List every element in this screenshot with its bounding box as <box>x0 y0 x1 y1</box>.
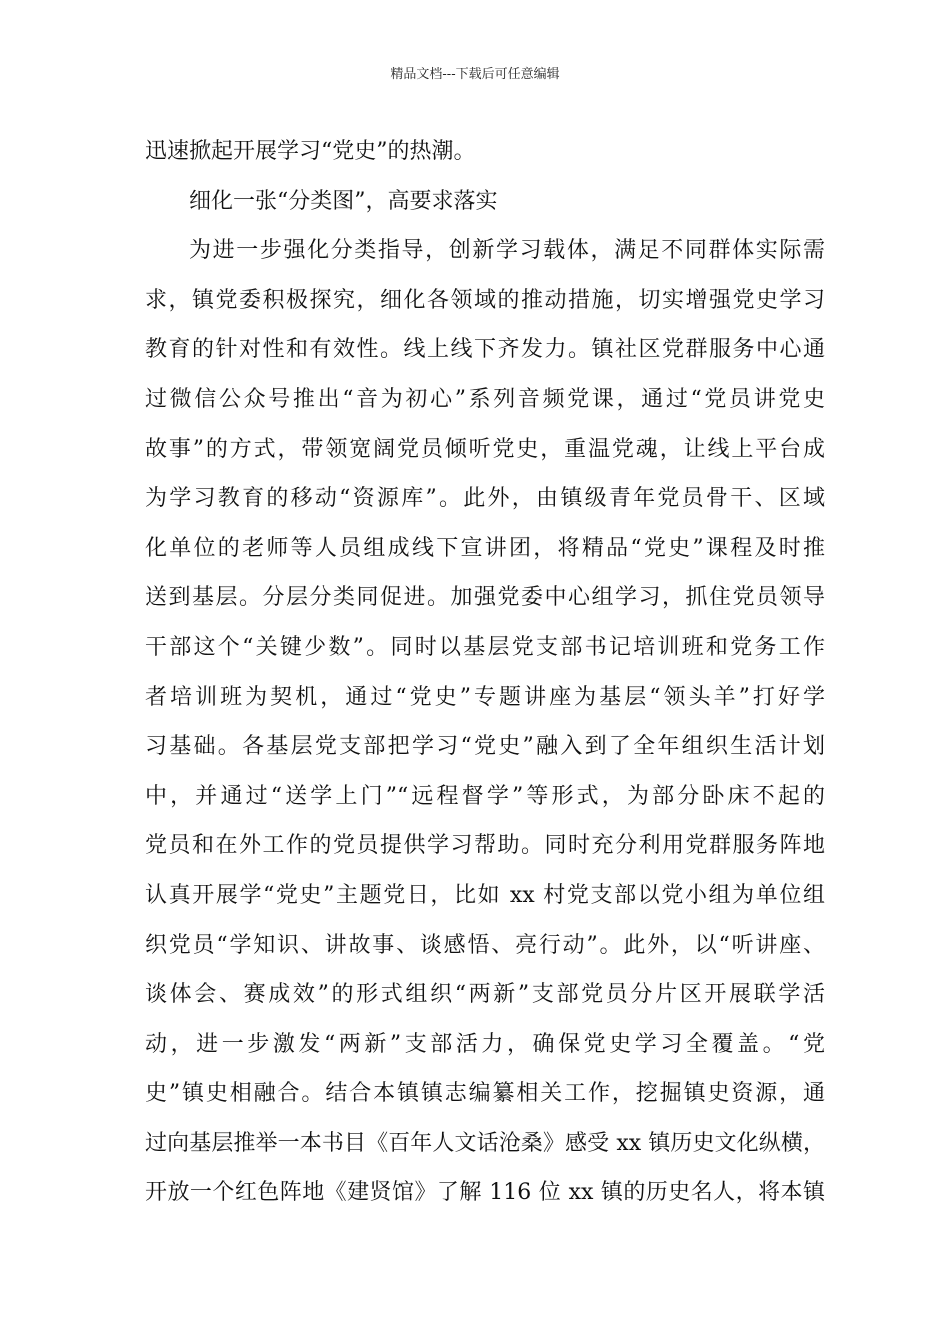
text-line: 故事”的方式，带领宽阔党员倾听党史，重温党魂，让线上平台成 <box>145 436 825 462</box>
text-line: 开放一个红色阵地《建贤馆》了解 116 位 xx 镇的历史名人，将本镇 <box>145 1180 825 1206</box>
page-header: 精品文档---下载后可任意编辑 <box>390 67 560 82</box>
text-line: 求，镇党委积极探究，细化各领域的推动措施，切实增强党史学习 <box>145 287 825 313</box>
text-line: 者培训班为契机，通过“党史”专题讲座为基层“领头羊”打好学 <box>145 684 825 710</box>
text-line: 干部这个“关键少数”。同时以基层党支部书记培训班和党务工作 <box>145 634 825 660</box>
section-heading: 细化一张“分类图”，高要求落实 <box>189 188 498 214</box>
text-line: 动，进一步激发“两新”支部活力，确保党史学习全覆盖。“党 <box>145 1031 825 1057</box>
text-line: 为学习教育的移动“资源库”。此外，由镇级青年党员骨干、区域 <box>145 486 825 512</box>
text-line: 教育的针对性和有效性。线上线下齐发力。镇社区党群服务中心通 <box>145 337 825 363</box>
text-line: 认真开展学“党史”主题党日，比如 xx 村党支部以党小组为单位组 <box>145 882 825 908</box>
text-line: 过微信公众号推出“音为初心”系列音频党课，通过“党员讲党史 <box>145 386 825 412</box>
text-line: 中，并通过“送学上门”“远程督学”等形式，为部分卧床不起的 <box>145 783 825 809</box>
text-line: 织党员“学知识、讲故事、谈感悟、亮行动”。此外，以“听讲座、 <box>145 932 825 958</box>
document-body <box>145 127 825 1218</box>
text-line: 化单位的老师等人员组成线下宣讲团，将精品“党史”课程及时推 <box>145 535 825 561</box>
text-line: 送到基层。分层分类同促进。加强党委中心组学习，抓住党员领导 <box>145 585 825 611</box>
text-line: 党员和在外工作的党员提供学习帮助。同时充分利用党群服务阵地 <box>145 833 825 859</box>
text-line: 过向基层推举一本书目《百年人文话沧桑》感受 xx 镇历史文化纵横， <box>145 1130 825 1156</box>
text-line: 迅速掀起开展学习“党史”的热潮。 <box>145 139 476 164</box>
text-line: 习基础。各基层党支部把学习“党史”融入到了全年组织生活计划 <box>145 734 825 760</box>
text-line: 谈体会、赛成效”的形式组织“两新”支部党员分片区开展联学活 <box>145 982 825 1008</box>
text-line: 为进一步强化分类指导，创新学习载体，满足不同群体实际需 <box>189 238 825 264</box>
text-line: 史”镇史相融合。结合本镇镇志编纂相关工作，挖掘镇史资源，通 <box>145 1081 825 1107</box>
